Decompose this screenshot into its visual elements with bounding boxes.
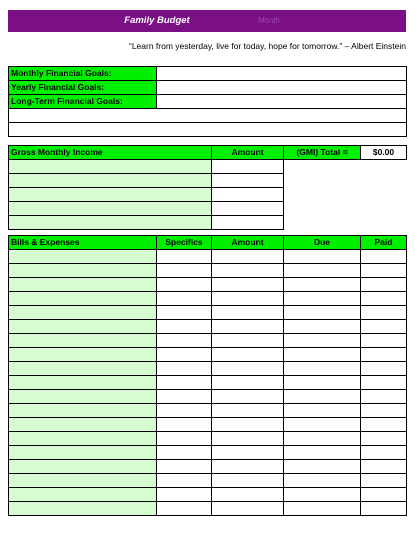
table-row	[9, 292, 407, 306]
bills-header: Bills & Expenses	[9, 236, 157, 250]
income-header-row	[9, 146, 407, 160]
bill-name-cell[interactable]	[9, 250, 157, 264]
bill-paid-cell[interactable]	[361, 334, 407, 348]
income-source-cell[interactable]	[9, 174, 212, 188]
bill-paid-cell[interactable]	[361, 404, 407, 418]
income-source-cell[interactable]	[9, 216, 212, 230]
bill-due-cell[interactable]	[284, 292, 361, 306]
table-row	[9, 348, 407, 362]
gmi-total-label: (GMI) Total =	[284, 146, 361, 160]
bill-due-cell[interactable]	[284, 348, 361, 362]
bill-specifics-cell[interactable]	[157, 502, 212, 516]
income-source-cell[interactable]	[9, 160, 212, 174]
bill-specifics-cell[interactable]	[157, 292, 212, 306]
goals-extra-cell-2[interactable]	[9, 123, 407, 137]
bill-amount-cell[interactable]	[212, 390, 284, 404]
specifics-header: Specifics	[157, 236, 212, 250]
table-row	[9, 488, 407, 502]
bill-specifics-cell[interactable]	[157, 306, 212, 320]
monthly-goals-cell[interactable]	[157, 67, 407, 81]
bill-specifics-cell[interactable]	[157, 432, 212, 446]
bill-amount-cell[interactable]	[212, 418, 284, 432]
bill-name-cell[interactable]	[9, 474, 157, 488]
bill-amount-cell[interactable]	[212, 362, 284, 376]
table-row	[9, 432, 407, 446]
bill-paid-cell[interactable]	[361, 348, 407, 362]
bill-amount-cell[interactable]	[212, 348, 284, 362]
empty-cell	[284, 160, 361, 174]
bill-paid-cell[interactable]	[361, 418, 407, 432]
bill-paid-cell[interactable]	[361, 306, 407, 320]
bill-amount-cell[interactable]	[212, 460, 284, 474]
income-amount-header: Amount	[212, 146, 284, 160]
bill-amount-cell[interactable]	[212, 432, 284, 446]
longterm-goals-label: Long-Term Financial Goals:	[9, 95, 157, 109]
bill-amount-cell[interactable]	[212, 264, 284, 278]
bill-name-cell[interactable]	[9, 404, 157, 418]
bill-specifics-cell[interactable]	[157, 474, 212, 488]
bill-specifics-cell[interactable]	[157, 404, 212, 418]
bills-header-row	[9, 236, 407, 250]
bill-amount-cell[interactable]	[212, 320, 284, 334]
bill-due-cell[interactable]	[284, 446, 361, 460]
table-row	[9, 460, 407, 474]
bill-amount-cell[interactable]	[212, 488, 284, 502]
table-row	[9, 376, 407, 390]
bill-paid-cell[interactable]	[361, 320, 407, 334]
bill-name-cell[interactable]	[9, 376, 157, 390]
bill-specifics-cell[interactable]	[157, 264, 212, 278]
bill-amount-cell[interactable]	[212, 334, 284, 348]
bill-due-cell[interactable]	[284, 376, 361, 390]
bill-paid-cell[interactable]	[361, 278, 407, 292]
quote-text: “Learn from yesterday, live for today, hope for tomorrow.” – Albert Einstein	[128, 41, 406, 51]
bill-paid-cell[interactable]	[361, 250, 407, 264]
income-source-cell[interactable]	[9, 188, 212, 202]
income-amount-cell[interactable]	[212, 216, 284, 230]
bill-due-cell[interactable]	[284, 334, 361, 348]
month-label: Month	[257, 16, 280, 25]
bill-due-cell[interactable]	[284, 362, 361, 376]
bill-paid-cell[interactable]	[361, 474, 407, 488]
income-source-cell[interactable]	[9, 202, 212, 216]
bill-specifics-cell[interactable]	[157, 376, 212, 390]
table-row	[9, 390, 407, 404]
table-row	[9, 404, 407, 418]
goal-row-monthly	[9, 67, 407, 81]
bill-name-cell[interactable]	[9, 320, 157, 334]
bill-amount-cell[interactable]	[212, 306, 284, 320]
income-header: Gross Monthly Income	[9, 146, 212, 160]
empty-cell	[284, 188, 361, 202]
empty-cell	[361, 202, 407, 216]
due-header: Due	[284, 236, 361, 250]
bill-paid-cell[interactable]	[361, 432, 407, 446]
bill-paid-cell[interactable]	[361, 488, 407, 502]
income-row	[9, 188, 407, 202]
yearly-goals-cell[interactable]	[157, 81, 407, 95]
bill-due-cell[interactable]	[284, 404, 361, 418]
goal-row-extra-1	[9, 109, 407, 123]
bills-table	[8, 235, 407, 516]
paid-header: Paid	[361, 236, 407, 250]
bill-name-cell[interactable]	[9, 264, 157, 278]
bill-due-cell[interactable]	[284, 320, 361, 334]
table-row	[9, 362, 407, 376]
income-amount-cell[interactable]	[212, 188, 284, 202]
bill-amount-cell[interactable]	[212, 474, 284, 488]
income-row	[9, 202, 407, 216]
bill-due-cell[interactable]	[284, 278, 361, 292]
bill-amount-cell[interactable]	[212, 404, 284, 418]
bill-paid-cell[interactable]	[361, 502, 407, 516]
income-row	[9, 216, 407, 230]
table-row	[9, 278, 407, 292]
bill-specifics-cell[interactable]	[157, 446, 212, 460]
bill-specifics-cell[interactable]	[157, 334, 212, 348]
table-row	[9, 334, 407, 348]
longterm-goals-cell[interactable]	[157, 95, 407, 109]
bill-specifics-cell[interactable]	[157, 348, 212, 362]
bill-specifics-cell[interactable]	[157, 460, 212, 474]
bill-paid-cell[interactable]	[361, 390, 407, 404]
empty-cell	[361, 174, 407, 188]
bill-paid-cell[interactable]	[361, 446, 407, 460]
bill-name-cell[interactable]	[9, 292, 157, 306]
bill-due-cell[interactable]	[284, 502, 361, 516]
bill-amount-cell[interactable]	[212, 292, 284, 306]
table-row	[9, 502, 407, 516]
income-amount-cell[interactable]	[212, 202, 284, 216]
empty-cell	[361, 188, 407, 202]
bill-specifics-cell[interactable]	[157, 418, 212, 432]
bill-due-cell[interactable]	[284, 432, 361, 446]
goal-row-longterm	[9, 95, 407, 109]
bill-name-cell[interactable]	[9, 460, 157, 474]
table-row	[9, 306, 407, 320]
empty-cell	[361, 216, 407, 230]
bill-due-cell[interactable]	[284, 264, 361, 278]
gmi-total-value: $0.00	[361, 146, 407, 160]
goal-row-yearly	[9, 81, 407, 95]
income-table	[8, 145, 407, 230]
table-row	[9, 264, 407, 278]
bill-name-cell[interactable]	[9, 390, 157, 404]
table-row	[9, 474, 407, 488]
income-amount-cell[interactable]	[212, 174, 284, 188]
bill-name-cell[interactable]	[9, 446, 157, 460]
bill-paid-cell[interactable]	[361, 376, 407, 390]
bill-specifics-cell[interactable]	[157, 362, 212, 376]
table-row	[9, 446, 407, 460]
bill-specifics-cell[interactable]	[157, 250, 212, 264]
goals-table	[8, 66, 407, 137]
bill-name-cell[interactable]	[9, 488, 157, 502]
bill-specifics-cell[interactable]	[157, 278, 212, 292]
bill-due-cell[interactable]	[284, 488, 361, 502]
goals-extra-cell-1[interactable]	[9, 109, 407, 123]
bill-due-cell[interactable]	[284, 250, 361, 264]
bill-paid-cell[interactable]	[361, 264, 407, 278]
yearly-goals-label: Yearly Financial Goals:	[9, 81, 157, 95]
bill-amount-cell[interactable]	[212, 446, 284, 460]
amount-header: Amount	[212, 236, 284, 250]
title-bar	[8, 10, 406, 32]
bill-due-cell[interactable]	[284, 306, 361, 320]
bill-due-cell[interactable]	[284, 418, 361, 432]
bill-name-cell[interactable]	[9, 362, 157, 376]
bill-paid-cell[interactable]	[361, 292, 407, 306]
table-row	[9, 418, 407, 432]
bill-name-cell[interactable]	[9, 502, 157, 516]
income-row	[9, 160, 407, 174]
bill-amount-cell[interactable]	[212, 376, 284, 390]
bill-specifics-cell[interactable]	[157, 390, 212, 404]
bill-due-cell[interactable]	[284, 474, 361, 488]
monthly-goals-label: Monthly Financial Goals:	[9, 67, 157, 81]
empty-cell	[284, 216, 361, 230]
table-row	[9, 250, 407, 264]
bill-specifics-cell[interactable]	[157, 488, 212, 502]
income-row	[9, 174, 407, 188]
bill-paid-cell[interactable]	[361, 362, 407, 376]
bill-name-cell[interactable]	[9, 418, 157, 432]
bill-specifics-cell[interactable]	[157, 320, 212, 334]
table-row	[9, 320, 407, 334]
empty-cell	[284, 174, 361, 188]
bill-amount-cell[interactable]	[212, 278, 284, 292]
income-amount-cell[interactable]	[212, 160, 284, 174]
goal-row-extra-2	[9, 123, 407, 137]
bill-name-cell[interactable]	[9, 278, 157, 292]
bill-amount-cell[interactable]	[212, 502, 284, 516]
bill-amount-cell[interactable]	[212, 250, 284, 264]
bill-name-cell[interactable]	[9, 348, 157, 362]
bill-due-cell[interactable]	[284, 460, 361, 474]
page-title: Family Budget	[124, 15, 190, 26]
bill-due-cell[interactable]	[284, 390, 361, 404]
bill-name-cell[interactable]	[9, 334, 157, 348]
empty-cell	[361, 160, 407, 174]
bill-paid-cell[interactable]	[361, 460, 407, 474]
empty-cell	[284, 202, 361, 216]
bill-name-cell[interactable]	[9, 306, 157, 320]
bill-name-cell[interactable]	[9, 432, 157, 446]
